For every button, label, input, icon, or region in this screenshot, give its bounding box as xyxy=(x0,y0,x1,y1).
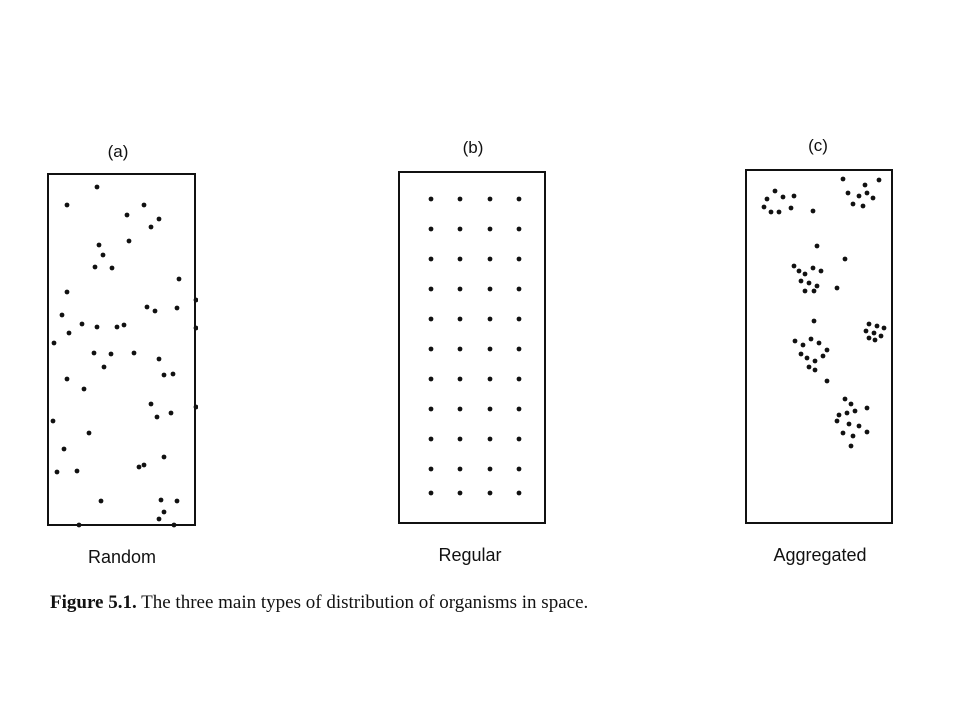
panel-a-letter: (a) xyxy=(107,142,129,161)
organism-dot xyxy=(517,317,522,322)
organism-dot xyxy=(429,437,434,442)
organism-dot xyxy=(169,411,174,416)
organism-dot xyxy=(812,319,817,324)
organism-dot xyxy=(177,277,182,282)
organism-dot xyxy=(429,377,434,382)
organism-dot xyxy=(517,197,522,202)
organism-dot xyxy=(109,352,114,357)
organism-dot xyxy=(846,191,851,196)
organism-dot xyxy=(817,341,822,346)
figure-caption xyxy=(50,592,588,614)
organism-dot xyxy=(789,206,794,211)
organism-dot xyxy=(803,289,808,294)
organism-dot xyxy=(92,351,97,356)
organism-dot xyxy=(781,195,786,200)
organism-dot xyxy=(803,272,808,277)
organism-dot xyxy=(853,409,858,414)
organism-dot xyxy=(864,329,869,334)
organism-dot xyxy=(799,352,804,357)
caption-label: Figure 5.1. xyxy=(50,592,137,613)
organism-dot xyxy=(429,407,434,412)
organism-dot xyxy=(517,287,522,292)
organism-dot xyxy=(194,405,198,410)
organism-dot xyxy=(67,331,72,336)
organism-dot xyxy=(429,467,434,472)
organism-dot xyxy=(157,517,162,522)
organism-dot xyxy=(805,356,810,361)
organism-dot xyxy=(65,377,70,382)
organism-dot xyxy=(87,431,92,436)
organism-dot xyxy=(517,377,522,382)
organism-dot xyxy=(55,470,60,475)
organism-dot xyxy=(517,437,522,442)
organism-dot xyxy=(797,269,802,274)
organism-dot xyxy=(65,290,70,295)
organism-dot xyxy=(873,338,878,343)
organism-dot xyxy=(517,257,522,262)
organism-dot xyxy=(125,213,130,218)
organism-dot xyxy=(137,465,142,470)
panel-c-name: Aggregated xyxy=(773,545,867,565)
organism-dot xyxy=(458,317,463,322)
organism-dot xyxy=(807,281,812,286)
organism-dot xyxy=(77,523,82,528)
organism-dot xyxy=(458,377,463,382)
organism-dot xyxy=(857,424,862,429)
organism-dot xyxy=(194,326,198,331)
organism-dot xyxy=(837,413,842,418)
organism-dot xyxy=(517,467,522,472)
organism-dot xyxy=(155,415,160,420)
organism-dot xyxy=(793,339,798,344)
organism-dot xyxy=(488,347,493,352)
organism-dot xyxy=(65,203,70,208)
organism-dot xyxy=(429,197,434,202)
panel-a-dots xyxy=(49,175,198,528)
organism-dot xyxy=(429,317,434,322)
organism-dot xyxy=(145,305,150,310)
organism-dot xyxy=(429,347,434,352)
organism-dot xyxy=(458,407,463,412)
organism-dot xyxy=(429,491,434,496)
organism-dot xyxy=(821,354,826,359)
organism-dot xyxy=(877,178,882,183)
organism-dot xyxy=(99,499,104,504)
panel-c-letter: (c) xyxy=(808,136,828,155)
organism-dot xyxy=(851,434,856,439)
organism-dot xyxy=(867,336,872,341)
organism-dot xyxy=(835,286,840,291)
organism-dot xyxy=(517,347,522,352)
organism-dot xyxy=(849,444,854,449)
organism-dot xyxy=(819,269,824,274)
organism-dot xyxy=(811,266,816,271)
organism-dot xyxy=(861,204,866,209)
panel-c-dots xyxy=(747,171,895,526)
organism-dot xyxy=(843,397,848,402)
organism-dot xyxy=(799,279,804,284)
organism-dot xyxy=(517,227,522,232)
organism-dot xyxy=(115,325,120,330)
organism-dot xyxy=(458,227,463,232)
organism-dot xyxy=(153,309,158,314)
organism-dot xyxy=(172,523,177,528)
caption-text: The three main types of distribution of organisms in space. xyxy=(136,592,589,613)
organism-dot xyxy=(458,257,463,262)
organism-dot xyxy=(488,197,493,202)
organism-dot xyxy=(142,203,147,208)
organism-dot xyxy=(813,368,818,373)
organism-dot xyxy=(517,407,522,412)
organism-dot xyxy=(488,317,493,322)
organism-dot xyxy=(488,287,493,292)
organism-dot xyxy=(429,257,434,262)
organism-dot xyxy=(429,287,434,292)
organism-dot xyxy=(458,197,463,202)
organism-dot xyxy=(93,265,98,270)
organism-dot xyxy=(171,372,176,377)
organism-dot xyxy=(792,194,797,199)
organism-dot xyxy=(110,266,115,271)
organism-dot xyxy=(762,205,767,210)
organism-dot xyxy=(807,365,812,370)
organism-dot xyxy=(871,196,876,201)
organism-dot xyxy=(127,239,132,244)
organism-dot xyxy=(815,284,820,289)
organism-dot xyxy=(82,387,87,392)
organism-dot xyxy=(841,431,846,436)
organism-dot xyxy=(488,227,493,232)
organism-dot xyxy=(458,491,463,496)
organism-dot xyxy=(101,253,106,258)
organism-dot xyxy=(843,257,848,262)
organism-dot xyxy=(825,379,830,384)
organism-dot xyxy=(811,209,816,214)
organism-dot xyxy=(488,467,493,472)
organism-dot xyxy=(95,325,100,330)
organism-dot xyxy=(865,191,870,196)
panel-b-letter: (b) xyxy=(462,138,484,157)
organism-dot xyxy=(863,183,868,188)
organism-dot xyxy=(122,323,127,328)
organism-dot xyxy=(458,287,463,292)
organism-dot xyxy=(882,326,887,331)
organism-dot xyxy=(458,437,463,442)
panel-c-aggregated xyxy=(745,169,893,524)
organism-dot xyxy=(80,322,85,327)
organism-dot xyxy=(97,243,102,248)
organism-dot xyxy=(95,185,100,190)
organism-dot xyxy=(162,510,167,515)
panel-b-name: Regular xyxy=(438,545,502,565)
organism-dot xyxy=(488,491,493,496)
organism-dot xyxy=(162,455,167,460)
organism-dot xyxy=(765,197,770,202)
organism-dot xyxy=(865,406,870,411)
organism-dot xyxy=(841,177,846,182)
organism-dot xyxy=(132,351,137,356)
organism-dot xyxy=(149,225,154,230)
organism-dot xyxy=(849,402,854,407)
organism-dot xyxy=(62,447,67,452)
organism-dot xyxy=(175,499,180,504)
organism-dot xyxy=(75,469,80,474)
organism-dot xyxy=(867,322,872,327)
organism-dot xyxy=(194,298,198,303)
organism-dot xyxy=(773,189,778,194)
organism-dot xyxy=(777,210,782,215)
panel-a-name: Random xyxy=(87,547,157,567)
panel-b-regular xyxy=(398,171,546,524)
organism-dot xyxy=(458,347,463,352)
organism-dot xyxy=(875,324,880,329)
organism-dot xyxy=(517,491,522,496)
organism-dot xyxy=(488,407,493,412)
organism-dot xyxy=(872,331,877,336)
organism-dot xyxy=(809,337,814,342)
organism-dot xyxy=(52,341,57,346)
organism-dot xyxy=(879,334,884,339)
organism-dot xyxy=(847,422,852,427)
organism-dot xyxy=(157,217,162,222)
organism-dot xyxy=(142,463,147,468)
organism-dot xyxy=(835,419,840,424)
organism-dot xyxy=(102,365,107,370)
organism-dot xyxy=(865,430,870,435)
organism-dot xyxy=(845,411,850,416)
organism-dot xyxy=(429,227,434,232)
organism-dot xyxy=(175,306,180,311)
organism-dot xyxy=(801,343,806,348)
organism-dot xyxy=(488,437,493,442)
panel-b-dots xyxy=(400,173,548,526)
organism-dot xyxy=(488,257,493,262)
organism-dot xyxy=(792,264,797,269)
organism-dot xyxy=(458,467,463,472)
organism-dot xyxy=(162,373,167,378)
organism-dot xyxy=(812,289,817,294)
organism-dot xyxy=(157,357,162,362)
organism-dot xyxy=(60,313,65,318)
panel-a-random xyxy=(47,173,196,526)
organism-dot xyxy=(51,419,56,424)
organism-dot xyxy=(149,402,154,407)
organism-dot xyxy=(813,359,818,364)
organism-dot xyxy=(851,202,856,207)
organism-dot xyxy=(159,498,164,503)
organism-dot xyxy=(769,210,774,215)
organism-dot xyxy=(815,244,820,249)
organism-dot xyxy=(488,377,493,382)
organism-dot xyxy=(857,194,862,199)
organism-dot xyxy=(825,348,830,353)
